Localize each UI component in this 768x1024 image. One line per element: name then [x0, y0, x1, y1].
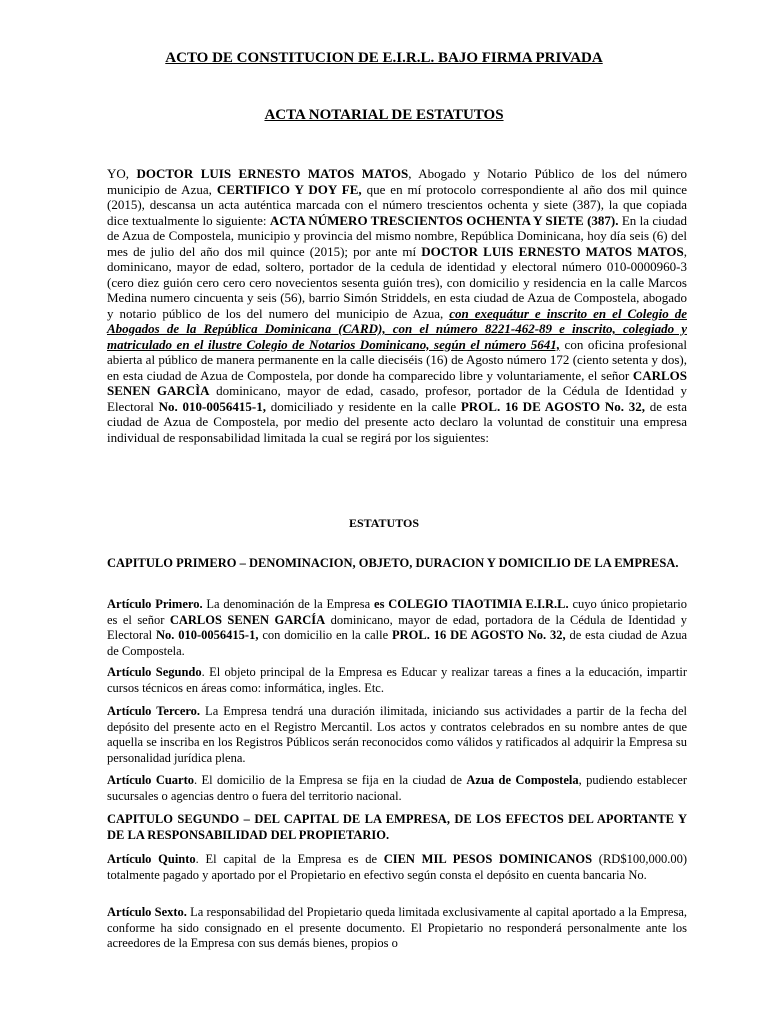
document-title: ACTO DE CONSTITUCION DE E.I.R.L. BAJO FIRMA PRIVADA [165, 50, 603, 66]
city-name: Azua de Compostela [466, 773, 579, 787]
article-text: cuyo único propietario es el señor [107, 597, 687, 627]
acta-number: ACTA NÚMERO TRESCIENTOS OCHENTA Y SIETE (387). [269, 212, 619, 228]
intro-paragraph [107, 166, 687, 445]
article-label: Artículo Cuarto [107, 773, 195, 787]
article-sixth [107, 905, 687, 952]
intro-text: domiciliado y residente en la calle [265, 398, 461, 414]
capital-amount: CIEN MIL PESOS DOMINICANOS [383, 852, 593, 866]
intro-text: En la ciudad de Azua de Compostela, municipio y provincia del mismo nombre, República Dominicana, hoy día seis (6) del mes de julio del año dos mil quince (2015); por ante mí [107, 212, 687, 259]
intro-text: de esta ciudad de Azua de Compostela, por medio del presente acto declaro la voluntad de constituir una empresa individual de responsabilidad limitada la cual se regirá por los siguientes: [107, 398, 687, 445]
intro-text: dominicano, mayor de edad, casado, profesor, portador de la Cédula de Identidad y Electoral [107, 383, 687, 414]
article-label: Artículo Primero. [107, 597, 203, 611]
article-label: Artículo Tercero. [107, 704, 201, 718]
owner-id: No. 010-0056415-1, [158, 398, 266, 414]
owner-address: PROL. 16 DE AGOSTO No. 32, [460, 398, 646, 414]
article-label: Artículo Segundo [107, 665, 202, 679]
notary-credentials: con exequátur e inscrito en el Colegio de Abogados de la República Dominicana (CARD), con el número 8221-462-89 e inscrito, colegiado y matriculado en el ilustre Colegio de Notarios Dominicano, según el número 5641, [107, 305, 687, 352]
document-subtitle: ACTA NOTARIAL DE ESTATUTOS [264, 107, 504, 123]
article-label: Artículo Sexto. [107, 905, 187, 919]
owner-name: CARLOS SENEN GARCÍA [169, 612, 326, 627]
article-fifth [107, 852, 687, 883]
article-text: . El capital de la Empresa es de [195, 852, 384, 866]
chapter-one-heading: CAPITULO PRIMERO – DENOMINACION, OBJETO, DURACION Y DOMICILIO DE LA EMPRESA. [107, 556, 679, 570]
article-label: Artículo Quinto [107, 852, 196, 866]
owner-address: PROL. 16 DE AGOSTO No. 32, [392, 628, 566, 642]
article-text: La Empresa tendrá una duración ilimitada, iniciando sus actividades a partir de la fecha del depósito del presente acto en el Registro Mercantil. Los actos y contratos celebrados en su nombre antes de que aquella se inscriba en los Registros Públicos serán reconocidos como válidos y ratificados al adquirir la Empresa su personalidad jurídica plena. [107, 704, 687, 765]
intro-text: con oficina profesional abierta al público de manera permanente en la calle dieciséis (16) de Agosto número 172 (ciento setenta y dos), en esta ciudad de Azua de Compostela, por donde ha comparecido libre y voluntariamente, el señor [107, 336, 687, 383]
intro-text: que en mí protocolo correspondiente al año dos mil quince (2015), descansa un acta auténtica marcada con el número trescientos ochenta y siete (387), la que copiada dice textualmente lo siguiente: [107, 181, 688, 228]
estatutos-heading: ESTATUTOS [348, 516, 420, 530]
intro-text: YO, [107, 166, 137, 181]
notary-name: DOCTOR LUIS ERNESTO MATOS MATOS [136, 166, 409, 181]
article-text: (RD$100,000.00) totalmente pagado y aportado por el Propietario en efectivo según consta el depósito en cuenta bancaria No. [107, 852, 687, 882]
article-second [107, 665, 687, 696]
owner-name: CARLOS SENEN GARCÌA [107, 367, 687, 398]
article-fourth [107, 773, 687, 804]
article-text: , pudiendo establecer sucursales o agencias dentro o fuera del territorio nacional. [107, 773, 688, 803]
owner-id: No. 010-0056415-1, [155, 628, 259, 642]
article-text: dominicano, mayor de edad, portadora de la Cédula de Identidad y Electoral [107, 612, 687, 642]
article-third [107, 704, 687, 766]
article-text: . El objeto principal de la Empresa es Educar y realizar tareas a fines a la educación, impartir cursos técnicos en áreas como: informática, ingles. Etc. [107, 665, 688, 695]
company-name: es COLEGIO TIAOTIMIA E.I.R.L. [374, 597, 569, 611]
article-first [107, 597, 687, 659]
article-text: . El domicilio de la Empresa se fija en la ciudad de [194, 773, 467, 787]
notary-name: DOCTOR LUIS ERNESTO MATOS MATOS [421, 243, 684, 259]
article-text: La responsabilidad del Propietario queda limitada exclusivamente al capital aportado a la Empresa, conforme ha sido consignado en el presente documento. El Propietario no responderá personalmente ante los acreedores de la Empresa con sus demás bienes, propios o [107, 905, 687, 950]
intro-text: , Abogado y Notario Público de los del número municipio de Azua, [107, 166, 687, 197]
article-text: La denominación de la Empresa [202, 597, 375, 611]
chapter-two-heading: CAPITULO SEGUNDO – DEL CAPITAL DE LA EMPRESA, DE LOS EFECTOS DEL APORTANTE Y DE LA RESPONSABILIDAD DEL PROPIETARIO. [107, 812, 687, 842]
article-text: de esta ciudad de Azua de Compostela. [107, 628, 687, 658]
article-text: con domicilio en la calle [258, 628, 393, 642]
intro-text: , dominicano, mayor de edad, soltero, portador de la cedula de identidad y electoral número 010-0000960-3 (cero diez guión cero cero cero novecientos sesenta guión tres), con domicilio y residencia en la calle Marcos Medina numero cincuenta y seis (56), barrio Simón Striddels, en esta ciudad de Azua de Compostela, abogado y notario público de los del numero del municipio de Azua, [107, 243, 687, 321]
certify-phrase: CERTIFICO Y DOY FE, [216, 181, 362, 197]
